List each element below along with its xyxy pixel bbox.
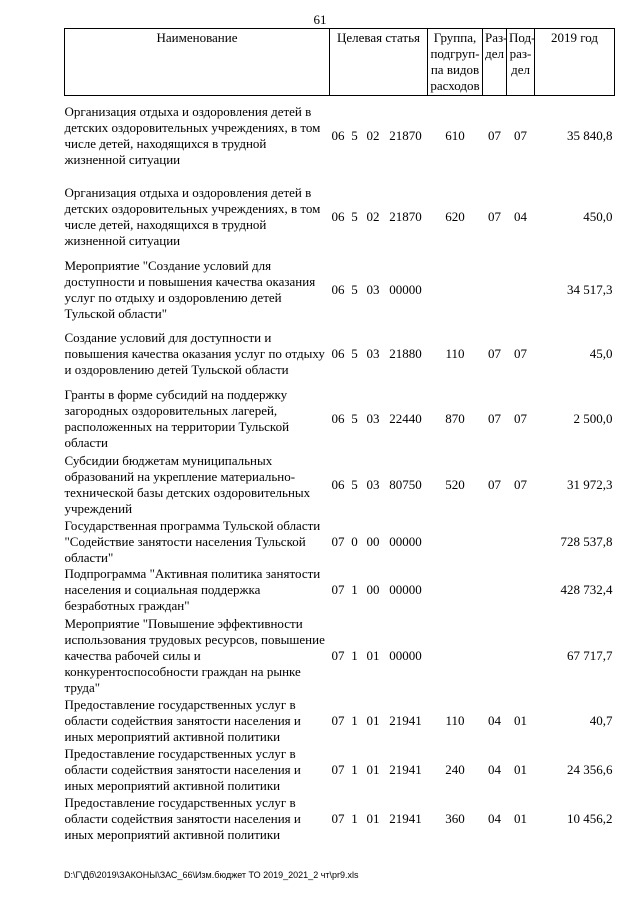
header-target: Целевая статья (330, 29, 428, 96)
target-code-subprogram: 1 (351, 647, 358, 663)
section-code: 07 (488, 476, 502, 492)
target-code-event: 03 (366, 411, 380, 426)
target-code-subprogram: 5 (351, 476, 358, 492)
target-code-event: 02 (366, 208, 380, 224)
table-row (65, 387, 615, 452)
target-code-direction: 21870 (389, 127, 422, 143)
target-code-program: 06 (331, 346, 345, 361)
table-row (65, 566, 615, 615)
expense-group: 360 (445, 811, 465, 826)
target-code-event: 03 (366, 346, 380, 361)
section-code: 04 (488, 762, 502, 777)
target-code-program: 06 (331, 127, 345, 143)
amount-2019: 2 500,0 (573, 411, 613, 426)
target-code-direction: 00000 (389, 281, 422, 297)
target-code-direction: 80750 (389, 476, 422, 492)
amount-2019: 428 732,4 (560, 582, 613, 597)
row-name: Организация отдыха и оздоровления детей в детских оздоровительных учреждениях, в том числе детей, находящихся в трудной жизненной ситуации (64, 184, 321, 248)
target-code-subprogram: 1 (351, 762, 358, 777)
target-code-program: 07 (331, 713, 345, 728)
subsection-code (507, 615, 535, 697)
target-code-event: 01 (366, 811, 380, 826)
expense-group: 240 (445, 762, 465, 777)
target-code-program: 06 (331, 281, 345, 297)
target-code-subprogram: 1 (351, 713, 358, 728)
target-code-event: 03 (366, 476, 380, 492)
section-code: 07 (488, 208, 502, 224)
target-code-event: 00 (366, 533, 380, 549)
table-row (65, 795, 615, 844)
expense-group (428, 518, 483, 566)
section-code: 07 (488, 346, 502, 361)
section-code (483, 258, 507, 322)
target-code-program: 06 (331, 476, 345, 492)
target-code-subprogram: 5 (351, 127, 358, 143)
header-razdel: Раз-дел (483, 29, 507, 96)
subsection-code (507, 518, 535, 566)
target-code-event: 02 (366, 127, 380, 143)
target-code-subprogram: 5 (351, 346, 358, 361)
row-name: Предоставление государственных услуг в области содействия занятости населения и иных мероприятий активной политики (64, 697, 301, 744)
target-code-subprogram: 5 (351, 281, 358, 297)
target-code-direction: 21941 (389, 811, 422, 826)
table-row (65, 615, 615, 697)
table-row (65, 452, 615, 518)
target-code-event: 03 (366, 281, 380, 297)
header-year: 2019 год (535, 29, 615, 96)
section-code: 04 (488, 713, 502, 728)
amount-2019: 24 356,6 (567, 762, 613, 777)
subsection-code: 01 (514, 762, 528, 777)
table-row (65, 322, 615, 387)
expense-group: 110 (445, 713, 465, 728)
target-code-direction: 21880 (389, 346, 422, 361)
target-code-program: 06 (331, 411, 345, 426)
table-row (65, 746, 615, 795)
section-code: 07 (488, 127, 502, 143)
subsection-code: 07 (514, 411, 528, 426)
target-code-event: 00 (366, 582, 380, 597)
amount-2019: 40,7 (589, 713, 613, 728)
row-name: Предоставление государственных услуг в области содействия занятости населения и иных мероприятий активной политики (64, 746, 301, 793)
amount-2019: 728 537,8 (560, 533, 613, 549)
target-code-program: 07 (331, 762, 345, 777)
section-code: 07 (488, 411, 502, 426)
budget-table (64, 28, 615, 844)
expense-group: 870 (445, 411, 465, 426)
table-body (65, 96, 615, 844)
table-row (65, 697, 615, 746)
row-name: Мероприятие "Создание условий для доступности и повышения качества оказания услуг по отдыху и оздоровлению детей Тульской области" (64, 257, 316, 321)
subsection-code (507, 566, 535, 615)
target-code-event: 01 (366, 762, 380, 777)
expense-group: 520 (445, 476, 465, 492)
row-name: Мероприятие "Повышение эффективности использования трудовых ресурсов, повышение качества рабочей силы и конкурентоспособности граждан на рынке труда" (64, 615, 325, 695)
subsection-code (507, 258, 535, 322)
row-name: Предоставление государственных услуг в области содействия занятости населения и иных мероприятий активной политики (64, 795, 301, 842)
target-code-direction: 00000 (389, 582, 422, 597)
amount-2019: 450,0 (583, 208, 613, 224)
target-code-direction: 00000 (389, 533, 422, 549)
target-code-program: 07 (331, 533, 345, 549)
row-name: Государственная программа Тульской области "Содействие занятости населения Тульской области" (64, 517, 321, 565)
target-code-event: 01 (366, 713, 380, 728)
target-code-program: 07 (331, 647, 345, 663)
target-code-program: 07 (331, 811, 345, 826)
row-name: Субсидии бюджетам муниципальных образований на укрепление материально-технической базы детских оздоровительных учреждений (64, 452, 311, 516)
subsection-code: 07 (514, 476, 528, 492)
table-row (65, 176, 615, 258)
section-code (483, 518, 507, 566)
target-code-subprogram: 1 (351, 582, 358, 597)
amount-2019: 31 972,3 (567, 476, 613, 492)
amount-2019: 34 517,3 (567, 281, 613, 297)
header-name: Наименование (65, 29, 330, 96)
target-code-subprogram: 5 (351, 208, 358, 224)
row-name: Организация отдыха и оздоровления детей в детских оздоровительных учреждениях, в том числе детей, находящихся в трудной жизненной ситуации (64, 103, 321, 167)
target-code-direction: 21941 (389, 762, 422, 777)
target-code-direction: 22440 (389, 411, 422, 426)
header-podrazdel: Под-раз-дел (507, 29, 535, 96)
subsection-code: 01 (514, 713, 528, 728)
expense-group (428, 615, 483, 697)
target-code-direction: 21941 (389, 713, 422, 728)
target-code-program: 07 (331, 582, 345, 597)
section-code: 04 (488, 811, 502, 826)
amount-2019: 10 456,2 (567, 811, 613, 826)
table-header (65, 29, 615, 96)
subsection-code: 04 (514, 208, 528, 224)
expense-group: 610 (445, 127, 465, 143)
target-code-program: 06 (331, 208, 345, 224)
amount-2019: 67 717,7 (567, 647, 613, 663)
header-group: Группа, подгруп-па видов расходов (428, 29, 483, 96)
table-row (65, 96, 615, 176)
expense-group: 620 (445, 208, 465, 224)
target-code-direction: 00000 (389, 647, 422, 663)
target-code-subprogram: 1 (351, 811, 358, 826)
section-code (483, 566, 507, 615)
target-code-direction: 21870 (389, 208, 422, 224)
table-row (65, 258, 615, 322)
row-name: Гранты в форме субсидий на поддержку загородных оздоровительных лагерей, расположенных на территории Тульской области (64, 387, 290, 450)
subsection-code: 07 (514, 346, 528, 361)
page-number: 61 (313, 12, 327, 27)
amount-2019: 45,0 (589, 346, 613, 361)
target-code-subprogram: 0 (351, 533, 358, 549)
file-path-footer: D:\Г\Дб\2019\ЗАКОНЫ\ЗАС_66\Изм.бюджет ТО 2019_2021_2 чт\pr9.xls (64, 870, 359, 880)
subsection-code: 07 (514, 127, 528, 143)
table-row (65, 518, 615, 566)
expense-group (428, 566, 483, 615)
expense-group: 110 (445, 346, 465, 361)
row-name: Создание условий для доступности и повышения качества оказания услуг по отдыху и оздоровлению детей Тульской области (64, 330, 325, 377)
expense-group (428, 258, 483, 322)
section-code (483, 615, 507, 697)
target-code-subprogram: 5 (351, 411, 358, 426)
target-code-event: 01 (366, 647, 380, 663)
amount-2019: 35 840,8 (567, 127, 613, 143)
subsection-code: 01 (514, 811, 528, 826)
row-name: Подпрограмма "Активная политика занятости населения и социальная поддержка безработных граждан" (64, 566, 321, 613)
